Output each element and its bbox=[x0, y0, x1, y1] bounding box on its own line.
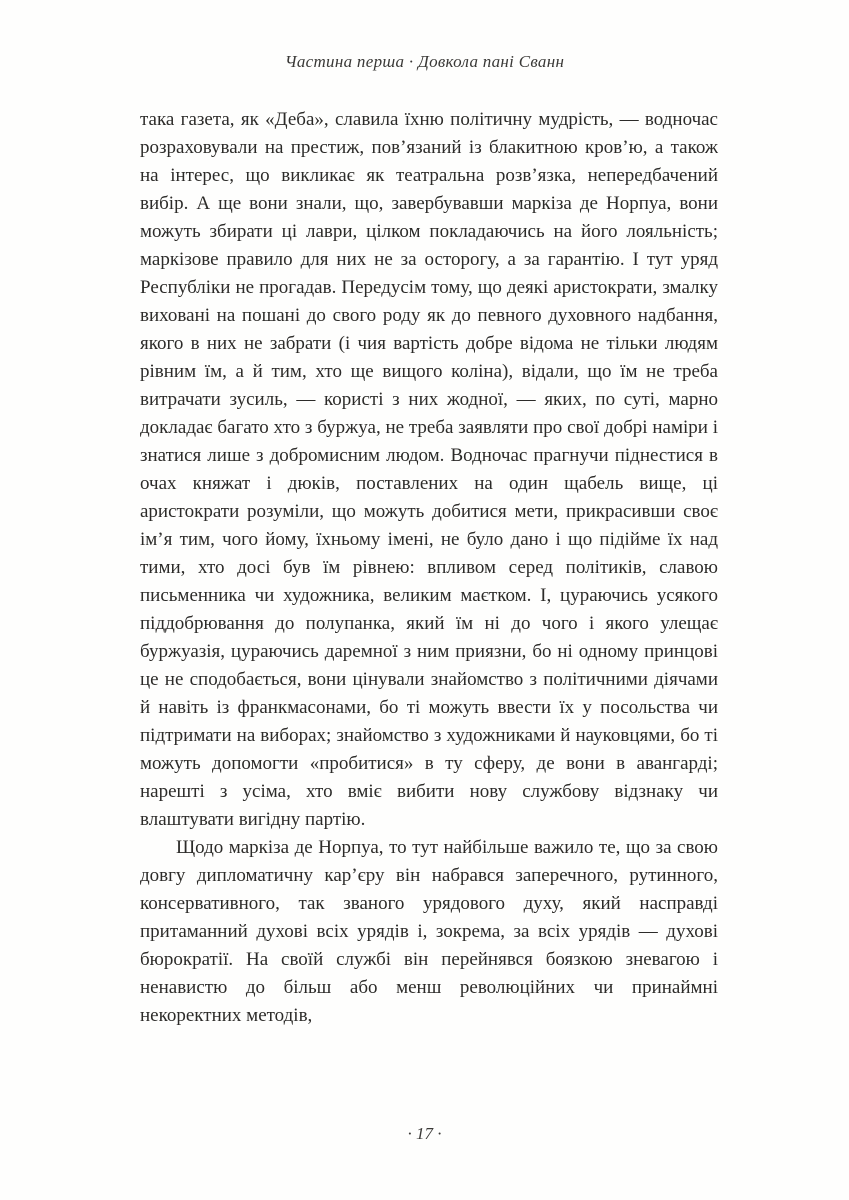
running-header: Частина перша · Довкола пані Сванн bbox=[284, 52, 565, 71]
paragraph-continuation: така газета, як «Деба», славила їхню політичну мудрість, — водночас розраховували на престиж, пов’язаний із блакитною кров’ю, а також на інтерес, що викликає як театральна розв’язка, непередбачений вибір. А ще вони знали, що, завербувавши маркіза де Норпуа, вони можуть збирати ці лаври, цілком покладаючись на його лояльність; маркізове правило для них не за осторогу, а за гарантію. І тут уряд Республіки не прогадав. Передусім тому, що деякі аристократи, змалку виховані на пошані до свого роду як до певного духовного надбання, якого в них не забрати (і чия вартість добре відома не тільки людям рівним їм, а й тим, хто ще вищого коліна), відали, що їм не треба витрачати зусиль, — користі з них жодної, — яких, по суті, марно докладає багато хто з буржуа, не треба заявляти про свої добрі наміри і знатися лише з добромисним людом. Водночас прагнучи піднестися в очах княжат і дюків, поставлених на один щабель вище, ці аристократи розуміли, що можуть добитися мети, прикрасивши своє ім’я тим, чого йому, їхньому імені, не було дано і що підійме їх над тими, хто досі був їм рівнею: впливом серед політиків, славою письменника чи художника, великим маєтком. І, цураючись усякого піддобрювання до полупанка, який їм ні до чого і якого улещає буржуазія, цураючись даремної з ним приязни, бо ні одному принцові це не сподобається, вони цінували знайомство з політичними діячами й навіть із франкмасонами, бо ті можуть ввести їх у посольства чи підтримати на виборах; знайомство з художниками й науковцями, бо ті можуть допомогти «пробитися» в ту сферу, де вони в авангарді; нарешті з усіма, хто вміє вибити нову службову відзнаку чи влаштувати вигідну партію. bbox=[140, 109, 718, 830]
page-number: · 17 · bbox=[407, 1124, 442, 1143]
body-text bbox=[140, 106, 718, 1030]
paragraph: Щодо маркіза де Норпуа, то тут найбільше важило те, що за свою довгу дипломатичну кар’єру він набрався заперечного, рутинного, консервативного, так званого урядового духу, який насправді притаманний духові всіх урядів і, зокрема, за всіх урядів — духові бюрократії. На своїй службі він перейнявся боязкою зневагою і ненавистю до більш або менш революційних чи принаймні некоректних методів, bbox=[140, 837, 718, 1026]
